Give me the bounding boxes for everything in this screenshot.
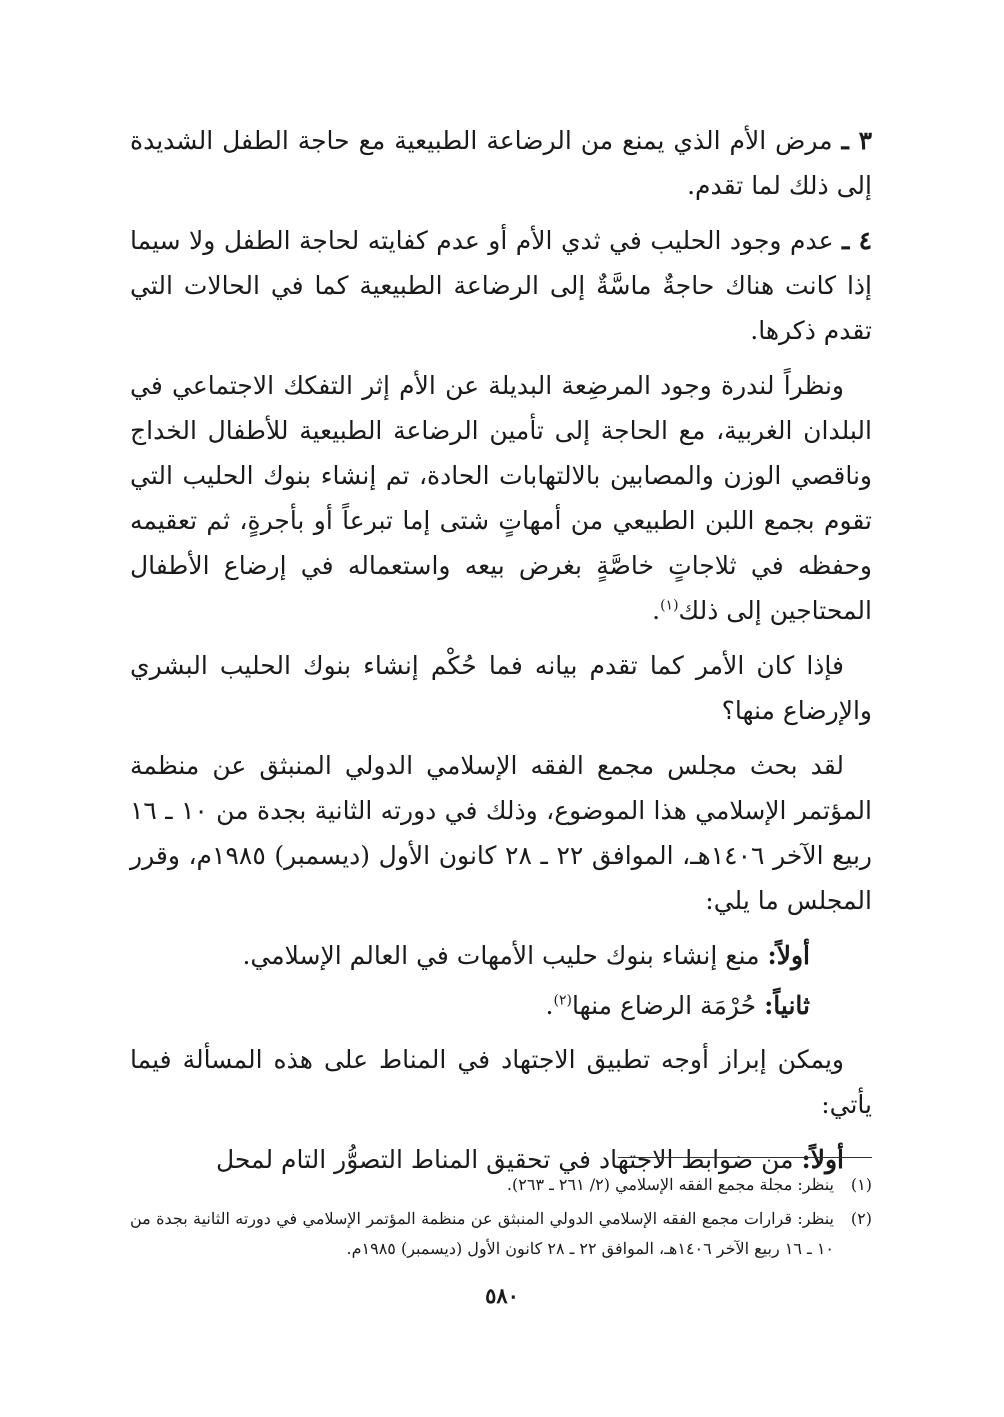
page-body	[130, 118, 872, 1192]
resolution-first-label: أولاً:	[767, 941, 810, 970]
list-item-3	[130, 118, 872, 208]
footnote-2	[130, 1204, 872, 1264]
paragraph-question-text: فإذا كان الأمر كما تقدم بيانه فما حُكْم إنشاء بنوك الحليب البشري والإرضاع منها؟	[130, 651, 872, 725]
resolution-second-text: حُرْمَة الرضاع منها	[571, 991, 757, 1020]
paragraph-council-text: لقد بحث مجلس مجمع الفقه الإسلامي الدولي المنبثق عن منظمة المؤتمر الإسلامي هذا الموضوع، وذلك في دورته الثانية بجدة من ١٠ ـ ١٦ ربيع الآخر ١٤٠٦هـ، الموافق ٢٢ ـ ٢٨ كانون الأول (ديسمبر) ١٩٨٥م، وقرر المجلس ما يلي:	[130, 751, 872, 915]
footnote-ref-1[interactable]: (١)	[660, 597, 679, 614]
paragraph-milk-banks-text: ونظراً لندرة وجود المرضِعة البديلة عن الأم إثر التفكك الاجتماعي في البلدان الغربية، مع الحاجة إلى تأمين الرضاعة الطبيعية للأطفال الخداج وناقصي الوزن والمصابين بالالتهابات الحادة، تم إنشاء بنوك الحليب التي تقوم بجمع اللبن الطبيعي من أمهاتٍ شتى إما تبرعاً أو بأجرةٍ، ثم تعقيمه وحفظه في ثلاجاتٍ خاصَّةٍ بغرض بيعه واستعماله في إرضاع الأطفال المحتاجين إلى ذلك	[130, 371, 872, 625]
paragraph-milk-banks-end: .	[652, 596, 661, 625]
resolution-second-label: ثانياً:	[764, 991, 810, 1020]
resolution-second	[130, 983, 872, 1029]
footnote-1-number: (١)	[850, 1175, 872, 1194]
list-item-4-number: ٤ ـ	[842, 226, 873, 255]
footnote-ref-2[interactable]: (٢)	[553, 992, 572, 1009]
paragraph-application-text: ويمكن إبراز أوجه تطبيق الاجتهاد في المناط على هذه المسألة فيما يأتي:	[130, 1045, 872, 1119]
footnote-2-text: ينظر: قرارات مجمع الفقه الإسلامي الدولي المنبثق عن منظمة المؤتمر الإسلامي في دورته الثانية بجدة من ١٠ ـ ١٦ ربيع الآخر ١٤٠٦هـ، الموافق ٢٢ ـ ٢٨ كانون الأول (ديسمبر) ١٩٨٥م.	[130, 1209, 834, 1258]
resolution-first-text: منع إنشاء بنوك حليب الأمهات في العالم الإسلامي.	[242, 941, 760, 970]
list-item-3-text: مرض الأم الذي يمنع من الرضاعة الطبيعية مع حاجة الطفل الشديدة إلى ذلك لما تقدم.	[130, 126, 872, 200]
footnotes	[130, 1170, 872, 1268]
paragraph-first-rule-text: من ضوابط الاجتهاد في تحقيق المناط التصوُّر التام لمحل	[215, 1145, 794, 1174]
footnote-divider	[618, 1157, 872, 1158]
paragraph-application	[130, 1037, 872, 1127]
footnote-1-text: ينظر: مجلة مجمع الفقه الإسلامي (٢/ ٢٦١ ـ ٢٦٣).	[506, 1175, 834, 1194]
paragraph-question	[130, 643, 872, 733]
paragraph-milk-banks	[130, 363, 872, 633]
list-item-4	[130, 218, 872, 353]
list-item-3-number: ٣ ـ	[841, 126, 872, 155]
resolution-second-end: .	[545, 991, 554, 1020]
footnote-2-number: (٢)	[850, 1209, 872, 1228]
list-item-4-text: عدم وجود الحليب في ثدي الأم أو عدم كفايته لحاجة الطفل ولا سيما إذا كانت هناك حاجةٌ ماسَّةٌ إلى الرضاعة الطبيعية كما في الحالات التي تقدم ذكرها.	[130, 226, 872, 345]
paragraph-first-rule-label: أولاً:	[801, 1145, 844, 1174]
page-number: ٥٨٠	[485, 1283, 519, 1308]
paragraph-council	[130, 743, 872, 923]
resolution-first	[130, 933, 872, 979]
footnote-1	[130, 1170, 872, 1200]
